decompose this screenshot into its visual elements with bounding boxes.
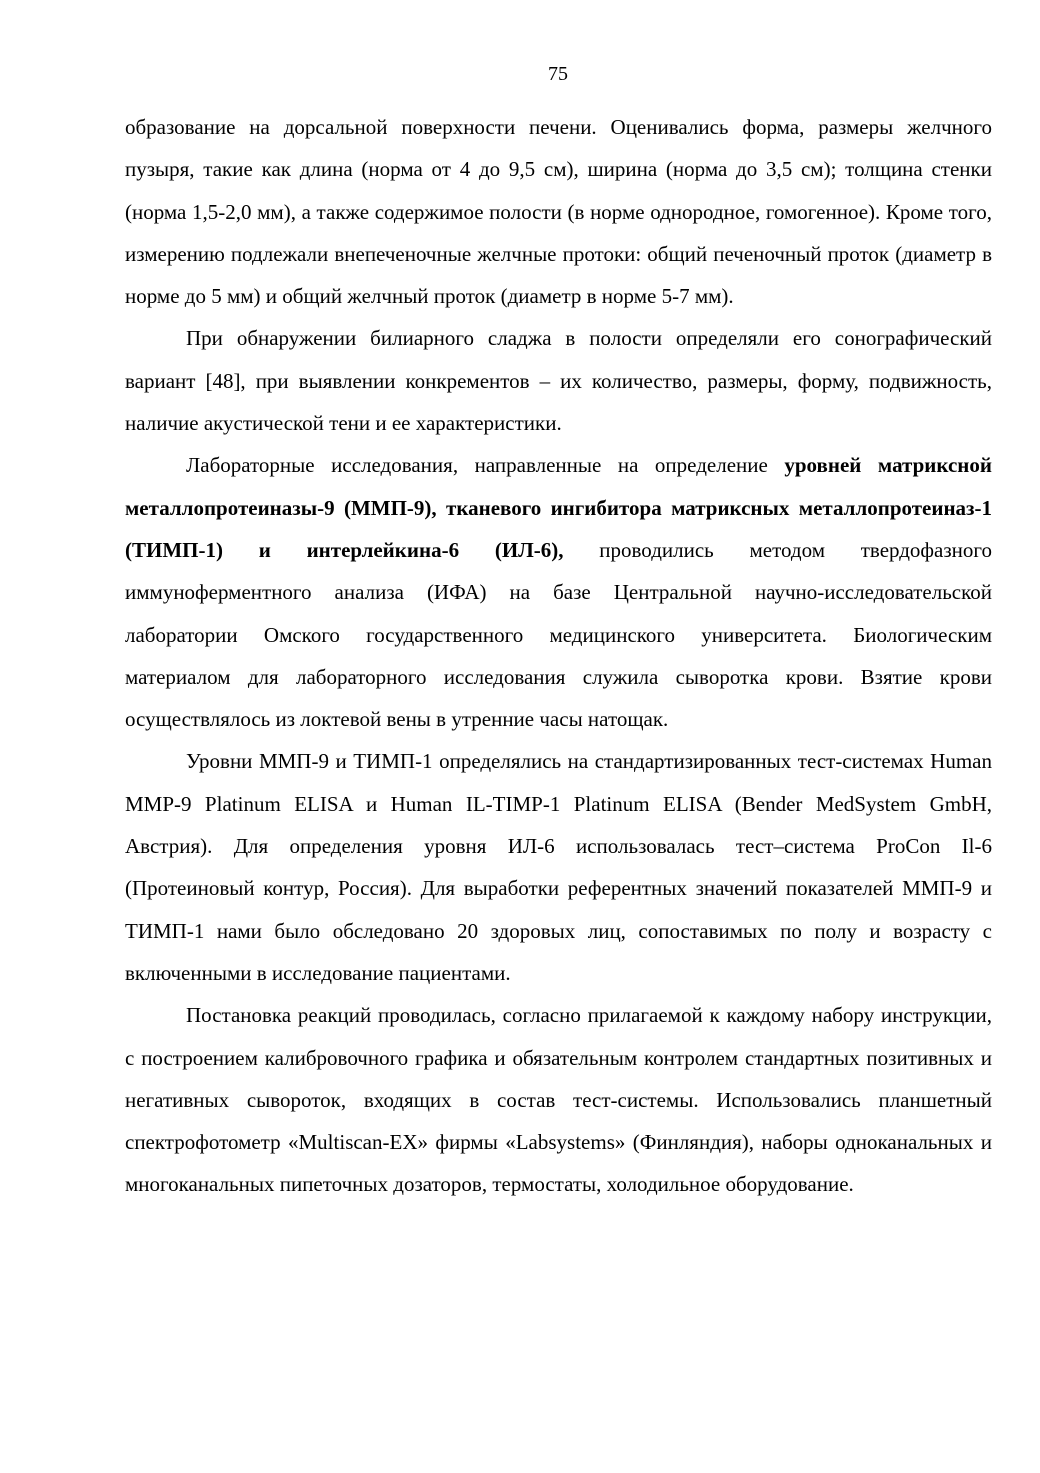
paragraph-gallbladder-measurements: образование на дорсальной поверхности печени. Оценивались форма, размеры желчного пузыря, такие как длина (норма от 4 до 9,5 см), ширина (норма до 3,5 см); толщина стенки (норма 1,5-2,0 мм), а также содержимое полости (в норме однородное, гомогенное). Кроме того, измерению подлежали внепеченочные желчные протоки: общий печеночный проток (диаметр в норме до 5 мм) и общий желчный проток (диаметр в норме 5-7 мм). bbox=[125, 115, 992, 309]
paragraph-reaction-setup: Постановка реакций проводилась, согласно прилагаемой к каждому набору инструкции, с построением калибровочного графика и обязательным контролем стандартных позитивных и негативных сывороток, входящих в состав тест-системы. Использовались планшетный спектрофотометр «Multiscan-EX» фирмы «Labsystems» (Финляндия), наборы одноканальных и многоканальных пипеточных дозаторов, термостаты, холодильное оборудование. bbox=[125, 1003, 992, 1197]
page-number: 75 bbox=[548, 63, 568, 85]
document-body bbox=[125, 106, 992, 1206]
paragraph-laboratory-studies bbox=[125, 444, 992, 740]
paragraph-text-before: Лабораторные исследования, направленные на определение bbox=[186, 453, 785, 478]
paragraph-biliary-sludge: При обнаружении билиарного сладжа в полости определяли его сонографический вариант [48], при выявлении конкрементов – их количество, размеры, форму, подвижность, наличие акустической тени и ее характеристики. bbox=[125, 326, 992, 436]
paragraph-text-after: проводились методом твердофазного иммуноферментного анализа (ИФА) на базе Центральной научно-исследовательской лаборатории Омского государственного медицинского университета. Биологическим материалом для лабораторного исследования служила сыворотка крови. Взятие крови осуществлялось из локтевой вены в утренние часы натощак. bbox=[125, 537, 992, 732]
paragraph-bold-text: уровней матриксной металлопротеиназы-9 (ММП-9), тканевого ингибитора матриксных металлопротеиназ-1 (ТИМП-1) и интерлейкина-6 (ИЛ-6), bbox=[125, 453, 992, 562]
paragraph-test-systems: Уровни ММП-9 и ТИМП-1 определялись на стандартизированных тест-системах Human MMP-9 Platinum ELISA и Human IL-TIMP-1 Platinum ELISA (Bender MedSystem GmbH, Австрия). Для определения уровня ИЛ-6 использовалась тест–система ProCon Il-6 (Протеиновый контур, Россия). Для выработки референтных значений показателей ММП-9 и ТИМП-1 нами было обследовано 20 здоровых лиц, сопоставимых по полу и возрасту с включенными в исследование пациентами. bbox=[125, 749, 992, 985]
